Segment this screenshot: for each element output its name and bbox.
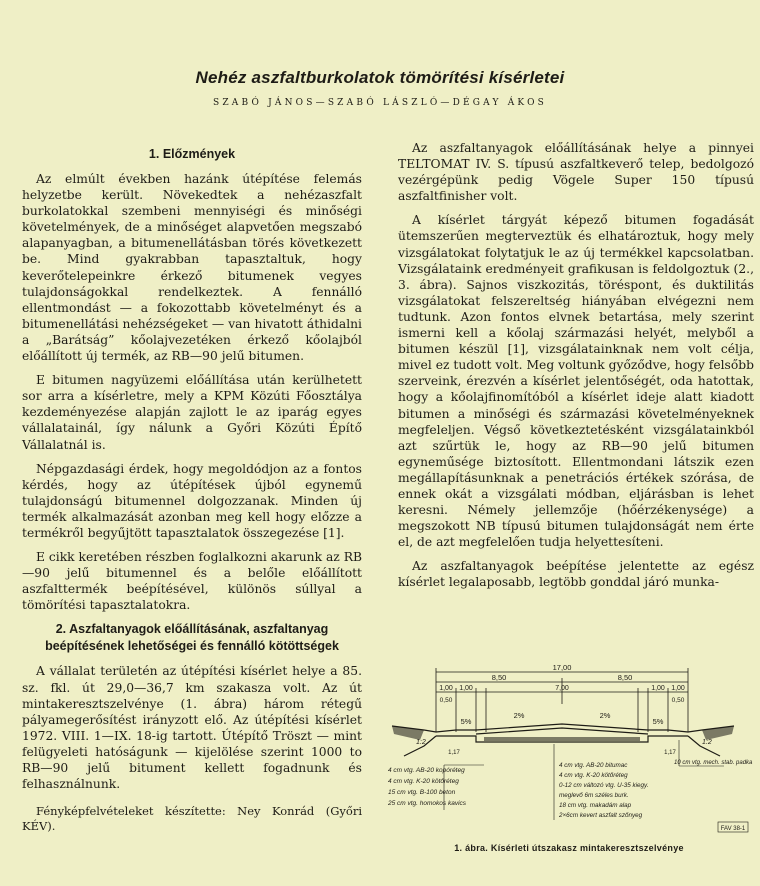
slope-label: 5% (460, 717, 472, 726)
layer-label: 25 cm vtg. homokos kavics (388, 800, 467, 807)
left-paragraph: A vállalat területén az útépítési kísérlet helye a 85. sz. fkl. út 29,0—36,7 km szakasza volt. Az út mintakeresztszelvénye (1. ábra) három rétegű pályamegerősítést irányzott elő. Az útépítési kísérlet 1972. VIII. 1—IX. 18-ig tartott. Útépítő Tröszt — mint felügyeleti hatóságunk — kijelölése szerint 1000 to RB—90 jelű bitument kellett fogadnunk és felhasználnunk. (22, 664, 362, 792)
dim-small: 1,17 (448, 750, 460, 756)
left-paragraph: E cikk keretében részben foglalkozni akarunk az RB—90 jelű bitumennel és a belőle előállított aszfalttermék beépítésével, különös súllyal a tömörítési tapasztalatokra. (22, 550, 362, 613)
layer-label: 4 cm vtg. K-20 kötőréteg (559, 772, 628, 779)
article-title: Nehéz aszfaltburkolatok tömörítési kísérletei (195, 68, 565, 87)
left-paragraph: E bitumen nagyüzemi előállítása után kerülhetett sor arra a kísérletre, mely a KPM Közúti Főosztálya kezdeményezése alapján zajlott le az iparág egyes vállalatainál, így nálunk a Győri Közúti Építő Vállalatnál is. (22, 373, 362, 452)
section-2-heading: 2. Aszfaltanyagok előállításának, aszfaltanyag beépítésének lehetőségei és fennálló kötöttségek (45, 622, 339, 654)
dim-segment: 1,00 (651, 685, 665, 692)
side-slope: 1:2 (702, 739, 712, 746)
dim-half-right: 8,50 (617, 673, 633, 682)
slope-label: 2% (599, 711, 611, 720)
left-layer-labels (387, 767, 467, 807)
left-column (22, 140, 362, 834)
right-paragraph: Az aszfaltanyagok előállításának helye a pinnyei TELTOMAT IV. S. típusú aszfaltkeverő telep, bedolgozó vezérgépünk pedig Vögele Super 150 típusú aszfaltfinisher volt. (398, 141, 754, 204)
dim-segment: 1,00 (439, 685, 453, 692)
figure-ref: FAV 38-1 (720, 826, 746, 832)
layer-label: 18 cm vtg. makadám alap (559, 802, 632, 809)
article-authors: SZABÓ JÁNOS—SZABÓ LÁSZLÓ—DÉGAY ÁKOS (212, 98, 548, 108)
dim-segment: 1,00 (459, 685, 473, 692)
left-paragraph: Népgazdasági érdek, hogy megoldódjon az a fontos kérdés, hogy az útépítések újból egynemű tulajdonságú bitumennel dolgozzanak. Minden új termék alkalmazását azonban meg kell hogy előzze a termékről begyűjtött tapasztalatok összegezése [1]. (22, 461, 362, 540)
dim-segment: 7,00 (555, 685, 569, 692)
right-paragraph: A kísérlet tárgyát képező bitumen fogadását ütemszerűen megterveztük és elhatároztuk, hogy mely vizsgálatokat folytatjuk le az új termékkel kapcsolatban. Vizsgálataink eredményeit grafikusan is feldolgoztuk (2., 3. ábra). Sajnos viszkozitás, töréspont, és duktilitás vizsgálatokat felszereltség hiányában elvégezni nem tudtunk. Azon fontos elvnek betartása, mely szerint ismerni kell a kőolaj származási helyét, melyből a bitumen készül [1], vizsgálatainknak nem volt célja, mivel ez tudott volt. Meg voltunk győződve, hogy felsőbb szerveink, érezvén a kísérlet jelentőségét, oda hatottak, hogy a kőolajfinomítóból a kísérlet ideje alatt kiadott bitumen a minőségi és származási követelményeknek megfeleljen. Végső következtetésként vizsgálatainkból azt szűrtük le, hogy az RB—90 jelű bitumen egyneműsége biztosított. Ellentmondani látszik ezen megállapításunknak a penetrációs értékek szórása, de ennek okát a vizsgálati módban, eljárásban is lehet keresni. Némely jellemzője (hőérzékenysége) a megszokott NB típusú bitumen tulajdonságát nem érte el, de azt megfelelően tudja helyettesíteni. (398, 213, 754, 550)
dim-inner: 0,50 (439, 697, 453, 704)
dim-inner: 0,50 (671, 697, 685, 704)
layer-label: 15 cm vtg. B-100 beton (388, 789, 456, 796)
right-paragraph: Az aszfaltanyagok beépítése jelentette az egész kísérlet legalaposabb, legtöbb gonddal járó munka- (398, 559, 754, 590)
dimension-lines (436, 668, 688, 732)
center-layer-labels (558, 762, 648, 819)
slope-label: 5% (652, 717, 664, 726)
slope-label: 2% (513, 711, 525, 720)
left-paragraph: Az elmúlt években hazánk útépítése felemás helyzetbe került. Növekedtek a nehézaszfalt burkolatokkal szembeni mennyiségi és minőségi követelmények, de a minőséget alapvetően megszabó alapanyagban, a bitumenellátásban törés következett be. Mind gyakrabban tapasztaltuk, hogy keverőtelepeinkre érkező bitumenek vegyes tulajdonságokkal rendelkeztek. A fennálló ellentmondást — a fokozottabb követelményt és a bitumenellátási nehézségeket — van hivatott áthidalni a „Barátság” kőolajvezetéken érkező kőolajból előállított új termék, az RB—90 jelű bitumen. (22, 172, 362, 364)
layer-label: meglevő 6m széles burk. (559, 792, 629, 799)
shoulder-label: 10 cm vtg. mech. stab. padka (674, 760, 753, 766)
layer-label: 4 cm vtg. AB-20 kopóréteg (388, 767, 465, 774)
layer-label: 0-12 cm változó vtg. U-35 kiegy. (559, 782, 649, 789)
layer-label: 4 cm vtg. AB-20 bitumac (559, 762, 628, 769)
layer-label: 4 cm vtg. K-20 kötőréteg (388, 778, 459, 785)
photo-credit: Fényképfelvételeket készítette: Ney Konrád (Győri KÉV). (22, 804, 362, 834)
right-column (398, 140, 754, 599)
cross-section-figure (384, 660, 754, 860)
dim-segment: 1,00 (671, 685, 685, 692)
section-1-heading: 1. Előzmények (148, 147, 236, 161)
dim-total: 17,00 (552, 663, 572, 672)
layer-label: 2×6cm kevert aszfalt szőnyeg (559, 812, 643, 819)
figure-caption: 1. ábra. Kísérleti útszakasz mintakeresztszelvénye (454, 843, 684, 853)
dim-small: 1,17 (664, 750, 676, 756)
dim-half-left: 8,50 (491, 673, 507, 682)
side-slope: 1:2 (416, 739, 426, 746)
